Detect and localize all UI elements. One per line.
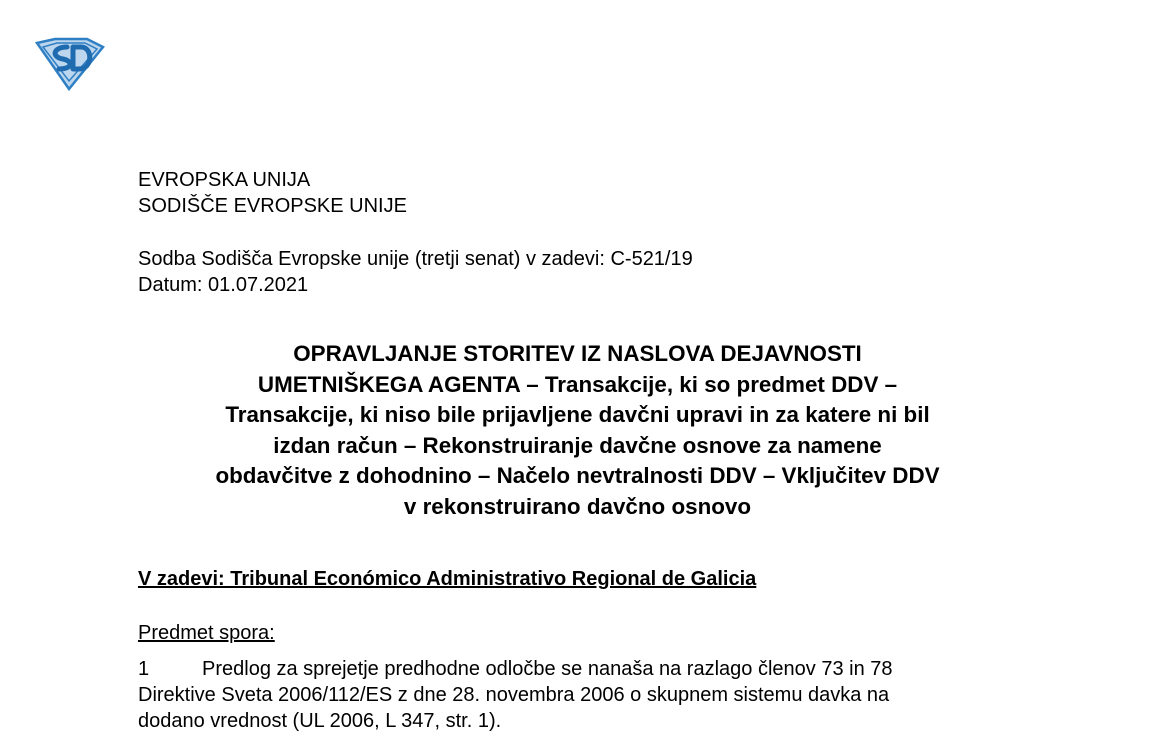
paragraph-line: dodano vrednost (UL 2006, L 347, str. 1). — [138, 710, 502, 732]
court-logo — [33, 37, 105, 91]
header — [138, 167, 407, 219]
judgment-reference: Sodba Sodišča Evropske unije (tretji senat) v zadevi: C-521/19 — [138, 248, 693, 270]
title-line: obdavčitve z dohodnino – Načelo nevtralnosti DDV – Vključitev DDV — [215, 463, 940, 488]
header-institution: EVROPSKA UNIJA — [138, 169, 311, 191]
subject-heading: Predmet spora: — [138, 622, 275, 644]
title-line: v rekonstruirano davčno osnovo — [403, 493, 752, 519]
paragraph-line: Predlog za sprejetje predhodne odločbe se nanaša na razlago členov 73 in 78 — [202, 658, 893, 680]
header-court: SODIŠČE EVROPSKE UNIJE — [138, 195, 407, 217]
judgment-date: Datum: 01.07.2021 — [138, 274, 309, 296]
paragraph-line: Direktive Sveta 2006/112/ES z dne 28. novembra 2006 o skupnem sistemu davka na — [138, 684, 890, 706]
judgment-meta — [138, 246, 693, 298]
title-line: UMETNIŠKEGA AGENTA – Transakcije, ki so predmet DDV – — [257, 371, 898, 397]
court-logo-icon — [33, 37, 105, 91]
case-parties: V zadevi: Tribunal Económico Administrativo Regional de Galicia — [138, 568, 757, 590]
paragraph-1 — [138, 656, 1028, 734]
paragraph-number: 1 — [138, 658, 150, 680]
document-title — [130, 339, 1025, 522]
title-line: Transakcije, ki niso bile prijavljene davčni upravi in za katere ni bil — [225, 402, 930, 427]
title-line: OPRAVLJANJE STORITEV IZ NASLOVA DEJAVNOSTI — [293, 341, 862, 366]
title-line: izdan račun – Rekonstruiranje davčne osnove za namene — [273, 432, 882, 458]
